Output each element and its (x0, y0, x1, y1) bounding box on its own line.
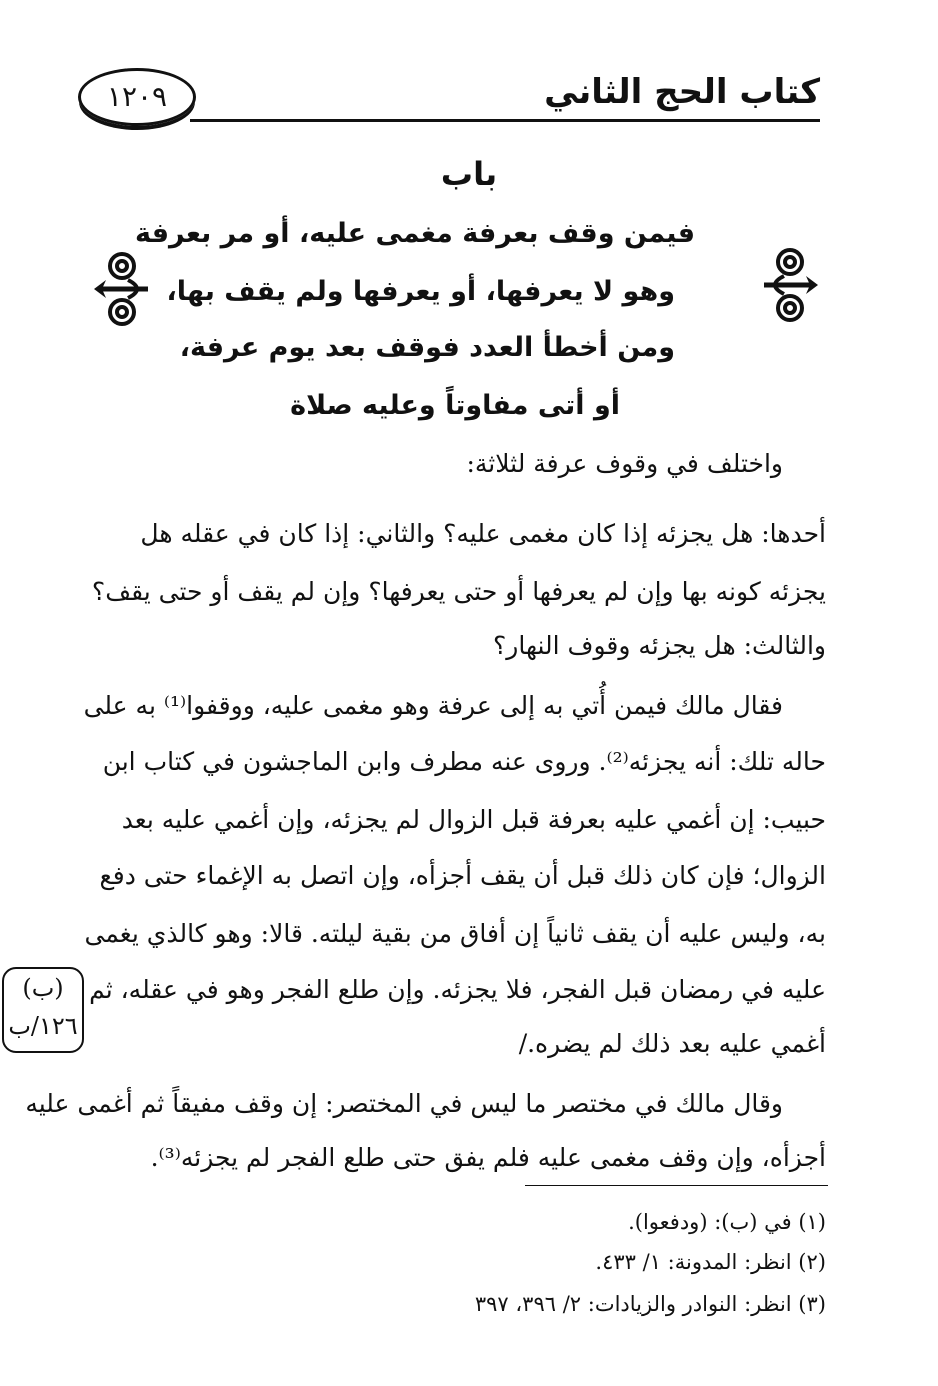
body-line: يجزئه كونه بها وإن لم يعرفها أو حتى يعرفها؟ وإن لم يقف أو حتى يقف؟ (91, 577, 826, 606)
chapter-title-line: أو أتى مفاوتاً وعليه صلاة (290, 390, 620, 421)
body-line: عليه في رمضان قبل الفجر، فلا يجزئه. وإن طلع الفجر وهو في عقله، ثم (89, 975, 826, 1004)
left-ornament-icon (88, 248, 152, 330)
footnote-separator (525, 1185, 828, 1186)
body-line: أجزأه، وإن وقف مغمى عليه فلم يفق حتى طلع الفجر لم يجزئه⁽³⁾. (150, 1143, 826, 1172)
body-line: الزوال؛ فإن كان ذلك قبل أن يقف أجزأه، وإن اتصل به الإغماء حتى دفع (99, 861, 826, 890)
chapter-title-line: ومن أخطأ العدد فوقف بعد يوم عرفة، (179, 332, 675, 363)
body-line: واختلف في وقوف عرفة لثلاثة: (466, 449, 783, 478)
chapter-title-line: فيمن وقف بعرفة مغمى عليه، أو مر بعرفة (134, 218, 695, 249)
footnote: (٣) انظر: النوادر والزيادات: ٢/ ٣٩٦، ٣٩٧ (474, 1292, 826, 1316)
folio-note-line: (ب) (22, 974, 64, 1002)
right-ornament-icon (760, 244, 824, 326)
chapter-heading: باب (440, 155, 498, 193)
body-line: وقال مالك في مختصر ما ليس في المختصر: إن وقف مفيقاً ثم أغمى عليه (25, 1089, 783, 1118)
page-number-badge (78, 68, 196, 126)
manuscript-folio-note (2, 967, 84, 1053)
header-rule (190, 119, 820, 122)
body-line: أغمي عليه بعد ذلك لم يضره./ (518, 1029, 826, 1058)
body-line: به، وليس عليه أن يقف ثانياً إن أفاق من بقية ليلته. قالا: وهو كالذي يغمى (84, 919, 826, 948)
body-line: حبيب: إن أغمي عليه بعرفة قبل الزوال لم يجزئه، وإن أغمي عليه بعد (121, 805, 826, 834)
body-line: والثالث: هل يجزئه وقوف النهار؟ (493, 631, 826, 660)
body-line: حاله تلك: أنه يجزئه⁽²⁾. وروى عنه مطرف وابن الماجشون في كتاب ابن (102, 747, 826, 776)
chapter-title-line: وهو لا يعرفها، أو يعرفها ولم يقف بها، (166, 276, 675, 307)
folio-note-line: ١٢٦/ب (8, 1012, 78, 1040)
footnote: (١) في (ب): (ودفعوا). (628, 1210, 826, 1234)
running-header-title: كتاب الحج الثاني (544, 72, 820, 112)
footnote: (٢) انظر: المدونة: ١/ ٤٣٣. (595, 1250, 826, 1274)
body-line: فقال مالك فيمن أُتي به إلى عرفة وهو مغمى عليه، ووقفوا⁽¹⁾ به على (83, 691, 783, 720)
page-number: ١٢٠٩ (106, 80, 168, 113)
body-line: أحدها: هل يجزئه إذا كان مغمى عليه؟ والثاني: إذا كان في عقله هل (140, 519, 826, 548)
